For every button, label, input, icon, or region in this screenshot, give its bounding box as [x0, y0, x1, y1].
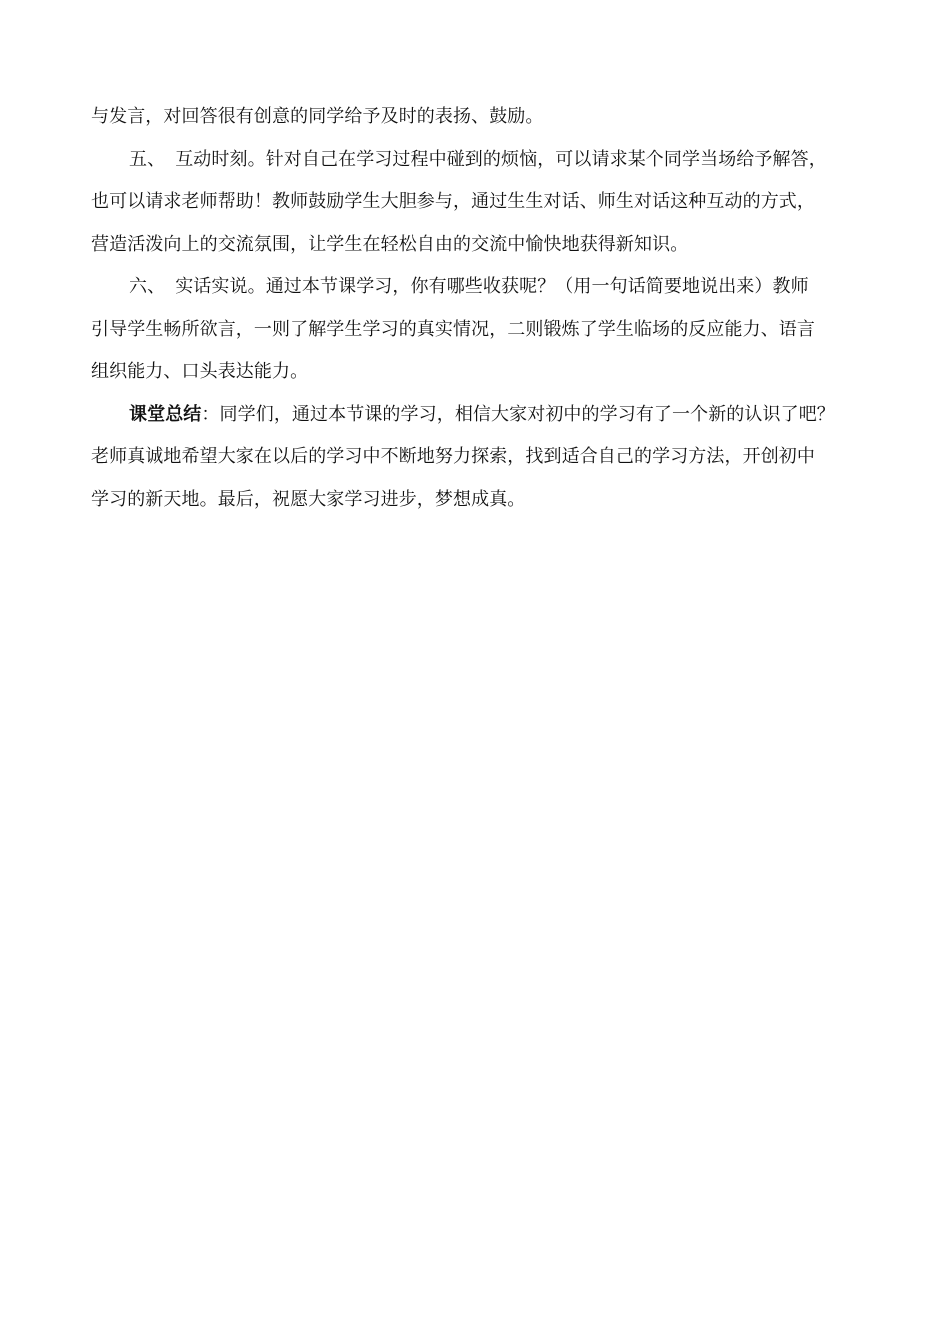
section-five-number: 五、 [129, 148, 166, 170]
section-five-text: 互动时刻。针对自己在学习过程中碰到的烦恼，可以请求某个同学当场给予解答， [175, 148, 827, 170]
paragraph-continuation-line: 与发言，对回答很有创意的同学给予及时的表扬、鼓励。 [91, 106, 544, 127]
section-six-line [91, 266, 881, 309]
summary-label: 课堂总结 [129, 403, 202, 425]
summary-line [91, 394, 881, 437]
section-six-text: 实话实说。通过本节课学习，你有哪些收获呢？（用一句话简要地说出来）教师 [175, 276, 809, 297]
section-six-line: 组织能力、口头表达能力。 [91, 361, 309, 382]
section-five-line [91, 139, 881, 182]
section-five-line: 营造活泼向上的交流氛围，让学生在轻松自由的交流中愉快地获得新知识。 [91, 233, 689, 255]
summary-colon: ： [201, 403, 220, 425]
summary-line: 老师真诚地希望大家在以后的学习中不断地努力探索，找到适合自己的学习方法，开创初中 [91, 446, 815, 467]
document-body [91, 96, 881, 521]
section-six-number: 六、 [129, 276, 166, 297]
summary-line: 学习的新天地。最后，祝愿大家学习进步，梦想成真。 [91, 488, 526, 510]
section-six-line: 引导学生畅所欲言，一则了解学生学习的真实情况，二则锻炼了学生临场的反应能力、语言 [91, 318, 815, 340]
summary-text: 同学们，通过本节课的学习，相信大家对初中的学习有了一个新的认识了吧？ [219, 403, 835, 425]
section-five-line: 也可以请求老师帮助！教师鼓励学生大胆参与，通过生生对话、师生对话这种互动的方式， [91, 191, 815, 212]
